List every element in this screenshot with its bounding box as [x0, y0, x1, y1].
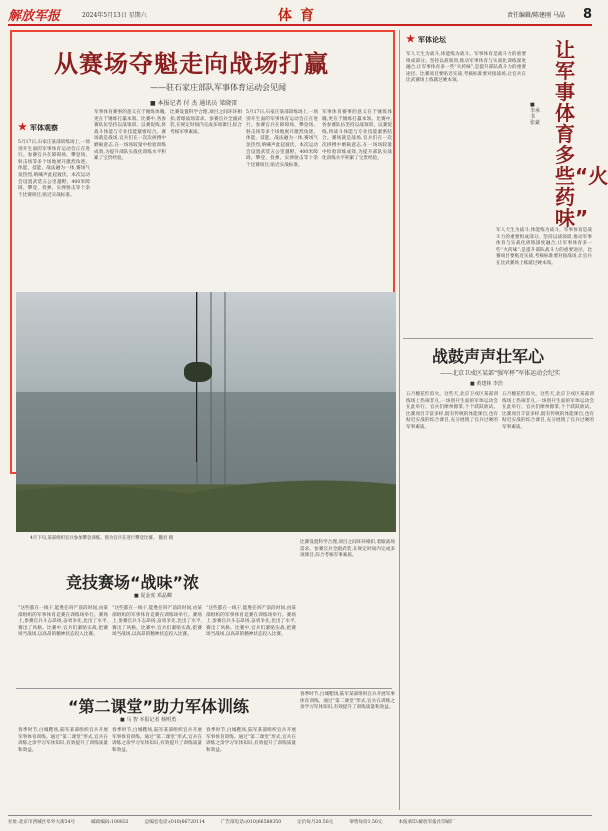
divider: [16, 688, 392, 689]
photo-caption: 4月下旬,某部组织官兵参加攀登训练。图为官兵在进行攀登比赛。 魏君 摄: [30, 536, 174, 541]
footer-phone: 总编室电话:(010)66720114: [144, 819, 205, 825]
column-label-forum: [406, 34, 446, 45]
forum-body-col2: 军人天生为战斗,体能练为战斗。军事体育是战斗力的重要组成部分。坚持以战领训,推动军事体育与实战化训练深度融合,让军事体育多一些“火药味”,是提升部队战斗力的重要途径。比赛项目要贴近实战,考核标准要对接战场,让官兵在比武赛场上练就过硬本领。: [496, 228, 592, 266]
main-body-col3: 比赛设置科学合理,项目之间环环相扣,着眼战场需求。参赛官兵全副武装,在规定时间内完成多项课目,综合考核军事素质。: [170, 110, 242, 135]
main-body-col5: 军事体育赛事的意义在于锤炼体魄,更在于锤炼打赢本领。比赛中,各参赛队伍坚持以战领训、以赛促练,将战斗体能与专业技能紧密结合。赛场就是战场,官兵们在一次次拼搏中磨砺意志,在一场场较量中检验训练成效,为提升部队实战化训练水平积累了宝贵经验。: [322, 110, 392, 162]
footer-price: 定价每月20.50元: [297, 819, 334, 825]
section-title: 体育: [278, 8, 322, 24]
main-body-col4: 5月17日,石家庄某部训练场上,一场别开生面的军事体育运动会正在进行。参赛官兵在障碍场、攀登场、射击场等多个场地展开激烈角逐。体能、技能、战法融为一体,赛场气氛热烈,呐喊声此起彼伏。本次运动会设置武装五公里越野、400米障碍、攀登、投弹、实弹射击等十余个比赛项目,贴近实战标准。: [246, 110, 318, 168]
main-body-col1: 5月17日,石家庄某部训练场上,一场别开生面的军事体育运动会正在进行。参赛官兵在障碍场、攀登场、射击场等多个场地展开激烈角逐。体能、技能、战法融为一体,赛场气氛热烈,呐喊声此起彼伏。本次运动会设置武装五公里越野、400米障碍、攀登、投弹、实弹射击等十余个比赛项目,贴近实战标准。: [18, 140, 90, 198]
star-icon: ★: [406, 34, 415, 45]
main-body-continued: 比赛设置科学合理,项目之间环环相扣,着眼战场需求。参赛官兵全副武装,在规定时间内完成多项课目,综合考核军事素质。: [300, 540, 395, 559]
star-icon: ★: [18, 122, 27, 133]
main-byline: ■ 本报记者 付 杰 通讯员 梁晓雷: [150, 100, 238, 107]
divider: [403, 338, 593, 339]
page-number: 8: [582, 6, 592, 22]
article2-byline: ■ 夏金虎 邓晶卿: [134, 593, 172, 599]
footer-postcode: 邮政编码:100832: [91, 819, 129, 825]
issue-date: 2024年5月13日 星期六: [82, 11, 147, 19]
photo-climber: [184, 362, 212, 382]
photo-trees: [16, 452, 396, 532]
column-divider: [399, 30, 400, 810]
article3-body-col1: 春季时节,白城靶场,陆军某部组织官兵开展军事体育训练。通过“第二课堂”形式,官兵在训练之余学习军体知识,有效提升了训练质量和效益。: [18, 728, 108, 753]
main-subhead: ——驻石家庄部队军事体育运动会见闻: [150, 83, 286, 92]
article4-body-col2: 五月榴花红似火。这些天,北京卫戍区某部训练场上热闹非凡,一场别开生面的军体运动会在此举行。官兵们摩拳擦掌,个个跃跃欲试。比赛项目丰富多样,既有传统的体能课目,也有贴近实战的综合课目,充分展现了官兵过硬的军事素质。: [502, 392, 594, 430]
footer-address: 社址:北京市西城区阜外大街34号: [8, 819, 76, 825]
article2-body-col2: “这些都在一线干,能胜任吗?”前段时间,由某部组织的军事体育竞赛在训练场举行。赛场上,参赛官兵斗志昂扬,奋勇争先,比出了水平,赛出了风格。比赛中,官兵们紧贴实战,把赛场当战场,以高昂的精神状态投入比赛。: [112, 606, 202, 638]
article4-byline: ■ 黄建林 李浩: [470, 381, 503, 387]
editors-line: 责任编辑/陈建刚 马晶: [507, 11, 565, 19]
forum-label-text: 军体论坛: [417, 34, 446, 44]
footer-ad-phone: 广告部电话:(010)66588350: [220, 819, 282, 825]
article4-headline: 战鼓声声壮军心: [432, 347, 545, 366]
article3-body-col3: 春季时节,白城靶场,陆军某部组织官兵开展军事体育训练。通过“第二课堂”形式,官兵在训练之余学习军体知识,有效提升了训练质量和效益。: [206, 728, 296, 753]
column-label-text: 军体观察: [29, 122, 58, 132]
article4-body-col1: 五月榴花红似火。这些天,北京卫戍区某部训练场上热闹非凡,一场别开生面的军体运动会在此举行。官兵们摩拳擦掌,个个跃跃欲试。比赛项目丰富多样,既有传统的体能课目,也有贴近实战的综合课目,充分展现了官兵过硬的军事素质。: [406, 392, 498, 430]
footer-printer: 本报承印:解放军报社印刷厂: [398, 819, 456, 825]
newspaper-logo: 解放军报: [8, 8, 61, 24]
forum-body-col1: 军人天生为战斗,体能练为战斗。军事体育是战斗力的重要组成部分。坚持以战领训,推动军事体育与实战化训练深度融合,让军事体育多一些“火药味”,是提升部队战斗力的重要途径。比赛项目要贴近实战,考核标准要对接战场,让官兵在比武赛场上练就过硬本领。: [406, 52, 526, 84]
article4-subhead: ——北京卫戍区某部“强军杯”军体运动会纪实: [440, 370, 561, 377]
article2-body-col3: “这些都在一线干,能胜任吗?”前段时间,由某部组织的军事体育竞赛在训练场举行。赛场上,参赛官兵斗志昂扬,奋勇争先,比出了水平,赛出了风格。比赛中,官兵们紧贴实战,把赛场当战场,以高昂的精神状态投入比赛。: [206, 606, 296, 638]
article3-headline: “第二课堂”助力军体训练: [68, 697, 250, 716]
article2-body-col1: “这些都在一线干,能胜任吗?”前段时间,由某部组织的军事体育竞赛在训练场举行。赛场上,参赛官兵斗志昂扬,奋勇争先,比出了水平,赛出了风格。比赛中,官兵们紧贴实战,把赛场当战场,以高昂的精神状态投入比赛。: [18, 606, 108, 638]
main-headline: 从赛场夺魁走向战场打赢: [54, 50, 329, 78]
article3-body-col2: 春季时节,白城靶场,陆军某部组织官兵开展军事体育训练。通过“第二课堂”形式,官兵在训练之余学习军体知识,有效提升了训练质量和效益。: [112, 728, 202, 753]
climbing-photo: [16, 292, 396, 532]
column-label-military-sports: [18, 122, 58, 133]
article2-headline: 竞技赛场“战味”浓: [66, 573, 200, 592]
article3-byline: ■ 马 智 本报记者 杨明勇: [120, 717, 177, 723]
footer: [8, 815, 592, 827]
masthead: [8, 4, 592, 26]
vertical-headline: 让军事体育多些“火药味”: [555, 38, 608, 230]
article3-body-col4: 春季时节,白城靶场,陆军某部组织官兵开展军事体育训练。通过“第二课堂”形式,官兵在训练之余学习军体知识,有效提升了训练质量和效益。: [300, 692, 395, 711]
main-body-col2: 军事体育赛事的意义在于锤炼体魄,更在于锤炼打赢本领。比赛中,各参赛队伍坚持以战领训、以赛促练,将战斗体能与专业技能紧密结合。赛场就是战场,官兵们在一次次拼搏中磨砺意志,在一场场较量中检验训练成效,为提升部队实战化训练水平积累了宝贵经验。: [94, 110, 166, 162]
footer-retail: 零售每份1.50元: [349, 819, 383, 825]
vertical-byline: ■ 李承书 张豪: [530, 102, 541, 126]
